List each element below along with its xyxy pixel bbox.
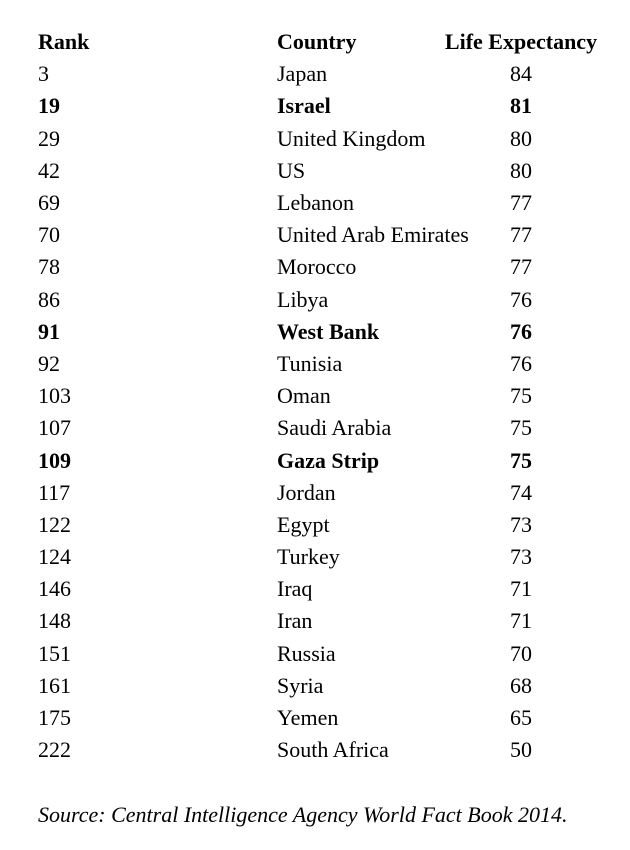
rank-column-header: Rank xyxy=(38,29,90,55)
rank-cell: 69 xyxy=(38,190,60,216)
life-expectancy-cell: 75 xyxy=(510,415,532,441)
table-row xyxy=(38,251,612,283)
life-expectancy-cell: 50 xyxy=(510,737,532,763)
table-body xyxy=(38,58,612,766)
country-cell: United Arab Emirates xyxy=(277,222,469,248)
table-row xyxy=(38,573,612,605)
rank-cell: 103 xyxy=(38,383,71,409)
table-row xyxy=(38,477,612,509)
life-expectancy-cell: 73 xyxy=(510,511,532,537)
life-expectancy-cell: 71 xyxy=(510,576,532,602)
country-cell: Japan xyxy=(277,61,328,87)
life-expectancy-cell: 77 xyxy=(510,222,532,248)
life-expectancy-cell: 84 xyxy=(510,61,532,87)
rank-cell: 107 xyxy=(38,415,71,441)
table-row xyxy=(38,316,612,348)
life-expectancy-cell: 76 xyxy=(510,318,532,344)
table-row xyxy=(38,348,612,380)
rank-cell: 78 xyxy=(38,254,60,280)
country-cell: Tunisia xyxy=(277,350,343,376)
rank-cell: 161 xyxy=(38,672,71,698)
life-expectancy-cell: 76 xyxy=(510,350,532,376)
country-cell: Israel xyxy=(277,93,331,119)
country-cell: West Bank xyxy=(277,318,380,344)
rank-cell: 117 xyxy=(38,479,71,505)
life-expectancy-cell: 65 xyxy=(510,705,532,731)
life-expectancy-cell: 73 xyxy=(510,544,532,570)
life-expectancy-cell: 81 xyxy=(510,93,532,119)
life-expectancy-cell: 77 xyxy=(510,254,532,280)
life-expectancy-table xyxy=(38,26,612,766)
table-row xyxy=(38,284,612,316)
country-cell: Jordan xyxy=(277,479,336,505)
table-row xyxy=(38,58,612,90)
rank-cell: 151 xyxy=(38,640,71,666)
rank-cell: 124 xyxy=(38,544,71,570)
table-row xyxy=(38,90,612,122)
country-cell: Egypt xyxy=(277,511,330,537)
rank-cell: 3 xyxy=(38,61,49,87)
rank-cell: 92 xyxy=(38,350,60,376)
country-cell: Syria xyxy=(277,672,324,698)
rank-cell: 148 xyxy=(38,608,71,634)
rank-cell: 19 xyxy=(38,93,60,119)
country-cell: United Kingdom xyxy=(277,125,426,151)
country-cell: Saudi Arabia xyxy=(277,415,392,441)
life-expectancy-cell: 74 xyxy=(510,479,532,505)
country-cell: Turkey xyxy=(277,544,340,570)
rank-cell: 222 xyxy=(38,737,71,763)
table-row xyxy=(38,509,612,541)
table-row xyxy=(38,380,612,412)
country-cell: US xyxy=(277,157,306,183)
table-header-row xyxy=(38,26,612,58)
country-cell: Morocco xyxy=(277,254,357,280)
country-cell: Iraq xyxy=(277,576,313,602)
country-cell: Libya xyxy=(277,286,329,312)
table-row xyxy=(38,670,612,702)
life-expectancy-cell: 68 xyxy=(510,672,532,698)
country-cell: Gaza Strip xyxy=(277,447,380,473)
table-row xyxy=(38,702,612,734)
rank-cell: 122 xyxy=(38,511,71,537)
life-expectancy-cell: 80 xyxy=(510,125,532,151)
rank-cell: 91 xyxy=(38,318,60,344)
life-expectancy-cell: 80 xyxy=(510,157,532,183)
table-row xyxy=(38,123,612,155)
life-expectancy-cell: 76 xyxy=(510,286,532,312)
rank-cell: 146 xyxy=(38,576,71,602)
rank-cell: 175 xyxy=(38,705,71,731)
rank-cell: 42 xyxy=(38,157,60,183)
life-expectancy-cell: 77 xyxy=(510,190,532,216)
life-expectancy-column-header: Life Expectancy xyxy=(444,29,598,55)
source-citation: Source: Central Intelligence Agency World Fact Book 2014. xyxy=(38,802,568,828)
country-cell: Yemen xyxy=(277,705,339,731)
table-row xyxy=(38,638,612,670)
rank-cell: 109 xyxy=(38,447,71,473)
rank-cell: 70 xyxy=(38,222,60,248)
table-row xyxy=(38,605,612,637)
table-row xyxy=(38,219,612,251)
country-cell: Russia xyxy=(277,640,336,666)
table-row xyxy=(38,155,612,187)
country-cell: Oman xyxy=(277,383,331,409)
rank-cell: 86 xyxy=(38,286,60,312)
country-cell: South Africa xyxy=(277,737,389,763)
rank-cell: 29 xyxy=(38,125,60,151)
life-expectancy-cell: 70 xyxy=(510,640,532,666)
table-row xyxy=(38,541,612,573)
life-expectancy-cell: 75 xyxy=(510,383,532,409)
table-row xyxy=(38,187,612,219)
country-cell: Iran xyxy=(277,608,313,634)
table-row xyxy=(38,734,612,766)
country-cell: Lebanon xyxy=(277,190,354,216)
life-expectancy-cell: 75 xyxy=(510,447,532,473)
table-row xyxy=(38,444,612,476)
country-column-header: Country xyxy=(277,29,357,55)
table-row xyxy=(38,412,612,444)
life-expectancy-cell: 71 xyxy=(510,608,532,634)
